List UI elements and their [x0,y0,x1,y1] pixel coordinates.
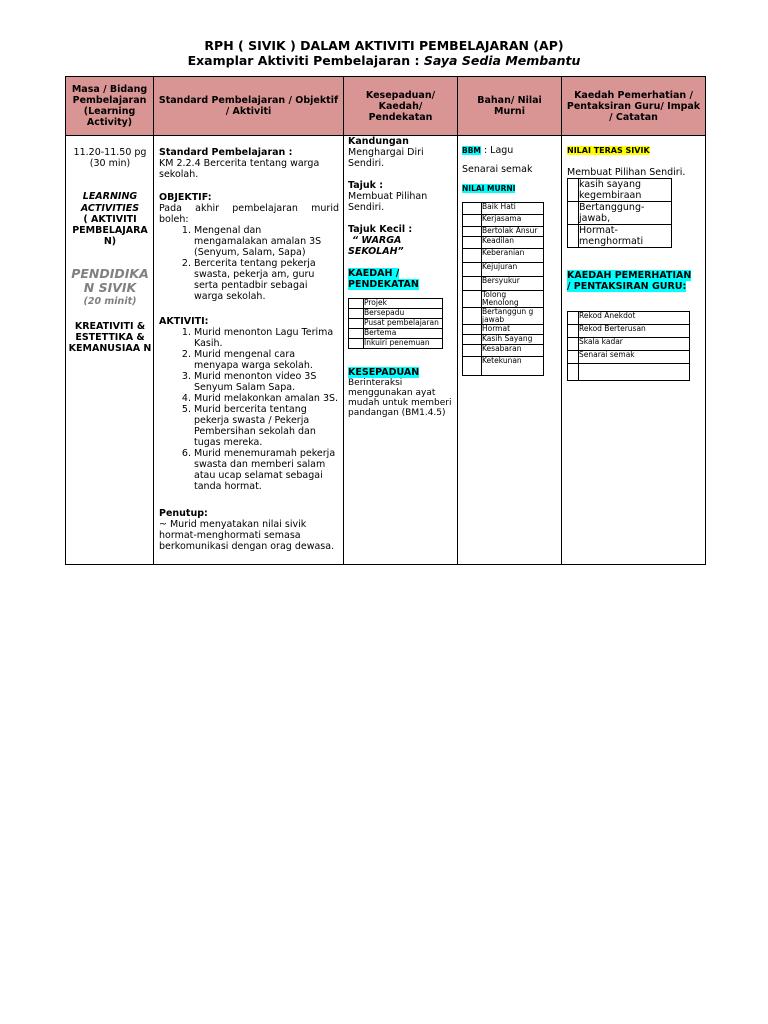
nilai-row [463,263,544,277]
kaedah-pemerhatian-label [567,270,697,292]
nilai-checkbox[interactable] [463,291,482,308]
pemerhatian-checkbox[interactable] [568,338,579,351]
kaedah-item: Pusat pembelajaran [364,319,443,329]
kaedah-row [349,339,443,349]
aktiviti-item: 2. Murid mengenal cara menyapa warga sekolah. [194,349,339,371]
kaedah-row [349,319,443,329]
aktiviti-item: 1. Murid menonton Lagu Terima Kasih. [194,327,339,349]
nilai-murni-checklist [462,202,544,376]
pemerhatian-checkbox[interactable] [568,312,579,325]
pemerhatian-row [568,325,690,338]
teras-item: Hormat-menghormati [579,225,672,248]
nilai-row [463,335,544,345]
penutup-text: ~ Murid menyatakan nilai sivik hormat-menghormati semasa berkomunikasi dengan orag dewasa. [159,519,335,552]
kaedah-checkbox[interactable] [349,319,364,329]
kaedah-checkbox[interactable] [349,339,364,349]
nilai-item: Ketekunan [482,357,544,376]
objektif-item: 1. Mengenal dan mengamalakan amalan 3S (Senyum, Salam, Sapa) [194,225,336,258]
cell-bahan [458,136,562,565]
objektif-intro: Pada akhir pembelajaran murid boleh: [159,203,339,225]
nilai-item: Keberanian [482,249,544,263]
nilai-item: Kasih Sayang [482,335,544,345]
aktiviti-pembelajaran: ( AKTIVITI PEMBELAJARA N) [72,214,148,247]
aktiviti-item: 4. Murid melakonkan amalan 3S. [194,393,339,404]
nilai-checkbox[interactable] [463,215,482,227]
nilai-row [463,249,544,263]
kesepaduan-text: Berinteraksi menggunakan ayat mudah untuk memberi pandangan (BM1.4.5) [348,378,452,418]
nilai-row [463,357,544,376]
nilai-item: Kesabaran [482,345,544,357]
cell-kaedah [562,136,706,565]
pemerhatian-row [568,351,690,364]
aktiviti-label: AKTIVITI: [159,316,209,327]
nilai-checkbox[interactable] [463,227,482,237]
teras-row [568,202,672,225]
nilai-item: Kerjasama [482,215,544,227]
nilai-row [463,203,544,215]
header-kaedah: Kaedah Pemerhatian / Pentaksiran Guru/ Impak / Catatan [562,77,706,136]
tajuk-text: Membuat Pilihan Sendiri. [348,191,428,213]
sp-label: Standard Pembelajaran : [159,147,293,158]
nilai-row [463,277,544,291]
nilai-item: Tolong Menolong [482,291,544,308]
teras-checkbox[interactable] [568,179,579,202]
lesson-plan-table [65,76,706,565]
nilai-row [463,345,544,357]
nilai-item: Bertolak Ansur [482,227,544,237]
nilai-checkbox[interactable] [463,237,482,249]
nilai-item: Bertanggun g jawab [482,308,544,325]
pemerhatian-row [568,312,690,325]
aktiviti-item: 3. Murid menonton video 3S Senyum Salam Sapa. [194,371,339,393]
nilai-item: Kejujuran [482,263,544,277]
kaedah-row [349,299,443,309]
nilai-item: Baik Hati [482,203,544,215]
nilai-checkbox[interactable] [463,335,482,345]
bbm-text: : Lagu [483,145,514,156]
nilai-item: Bersyukur [482,277,544,291]
nilai-checkbox[interactable] [463,203,482,215]
kandungan-text: Menghargai Diri Sendiri. [348,147,424,169]
nilai-teras-label [567,145,650,156]
pemerhatian-row [568,338,690,351]
pemerhatian-item: Rekod Anekdot [579,312,690,325]
pemerhatian-item [579,364,690,381]
learning-activities-1: LEARNING [82,191,138,202]
aktiviti-list [159,327,339,492]
teras-item: kasih sayang kegembiraan [579,179,672,202]
nilai-item: Keadilan [482,237,544,249]
kaedah-label [348,268,438,290]
header-standard: Standard Pembelajaran / Objektif / Aktiviti [154,77,344,136]
nilai-item: Hormat [482,325,544,335]
nilai-checkbox[interactable] [463,325,482,335]
title-line-1: RPH ( SIVIK ) DALAM AKTIVITI PEMBELAJARAN (AP) [204,38,564,53]
title-line-2-prefix: Examplar Aktiviti Pembelajaran : [187,53,424,68]
kaedah-checklist [348,298,443,349]
nilai-checkbox[interactable] [463,263,482,277]
pemerhatian-item: Skala kadar [579,338,690,351]
tajuk-kecil-label: Tajuk Kecil : [348,224,413,235]
aktiviti-item: 5. Murid bercerita tentang pekerja swasta / Pekerja Pembersihan sekolah dan tugas mereka. [194,404,339,448]
nilai-row [463,215,544,227]
tajuk-label: Tajuk : [348,180,384,191]
nilai-row [463,308,544,325]
objektif-item: 2. Bercerita tentang pekerja swasta, pekerja am, guru serta pentadbir sebagai warga sekolah. [194,258,336,302]
bbm-line [462,145,513,156]
kreativiti-text: KREATIVITI & ESTETTIKA & KEMANUSIAA N [68,321,152,354]
kaedah-item: Projek [364,299,443,309]
duration-minit: (20 minit) [83,296,137,307]
pemerhatian-checkbox[interactable] [568,364,579,381]
teras-row [568,225,672,248]
aktiviti-item: 6. Murid menemuramah pekerja swasta dan memberi salam atau ucap selamat sebagai tanda hormat. [194,448,339,492]
kesepaduan-label-text: KESEPADUAN [348,367,420,378]
nilai-teras-checklist [567,178,672,248]
kaedah-checkbox[interactable] [349,299,364,309]
pemerhatian-row [568,364,690,381]
kesepaduan-label [348,367,419,378]
objektif-label: OBJEKTIF: [159,192,212,203]
kaedah-pemerhatian-checklist [567,311,690,381]
kaedah-checkbox[interactable] [349,309,364,319]
nilai-row [463,291,544,308]
teras-row [568,179,672,202]
nilai-checkbox[interactable] [463,249,482,263]
table-header-row [66,77,706,136]
teras-checkbox[interactable] [568,202,579,225]
nilai-row [463,325,544,335]
sp-text: KM 2.2.4 Bercerita tentang warga sekolah. [159,158,320,180]
kaedah-row [349,329,443,339]
tajuk-kecil-text: “ WARGA SEKOLAH” [348,235,404,257]
nilai-murni-label-text: NILAI MURNI [462,184,516,193]
duration-text: (30 min) [89,158,131,169]
pemerhatian-checkbox[interactable] [568,351,579,364]
title-line-2 [0,53,768,68]
time-text: 11.20-11.50 pg [73,147,147,158]
kaedah-label-text: KAEDAH / PENDEKATAN [348,268,419,290]
pemerhatian-item: Senarai semak [579,351,690,364]
nilai-checkbox[interactable] [463,345,482,357]
kaedah-row [349,309,443,319]
penutup-label: Penutup: [159,508,208,519]
pemerhatian-checkbox[interactable] [568,325,579,338]
kaedah-item: Inkuiri penemuan [364,339,443,349]
cell-masa [66,136,154,565]
kaedah-checkbox[interactable] [349,329,364,339]
kaedah-item: Bersepadu [364,309,443,319]
nilai-checkbox[interactable] [463,357,482,376]
pendidikan-sivik: PENDIDIKA N SIVIK [71,266,149,295]
document-title [0,38,768,68]
nilai-checkbox[interactable] [463,308,482,325]
nilai-row [463,237,544,249]
senarai-semak-text: Senarai semak [462,164,533,175]
pemerhatian-item: Rekod Berterusan [579,325,690,338]
header-masa: Masa / Bidang Pembelajaran (Learning Activity) [66,77,154,136]
bbm-label: BBM [462,146,481,155]
cell-kesepaduan [344,136,458,565]
table-body-row [66,136,706,565]
kandungan-label: Kandungan [348,136,409,147]
nilai-teras-label-text: NILAI TERAS SIVIK [567,146,650,155]
teras-item: Bertanggung-jawab, [579,202,672,225]
learning-activities-2: ACTIVITIES [80,203,140,214]
nilai-checkbox[interactable] [463,277,482,291]
kaedah-pemerhatian-label-text: KAEDAH PEMERHATIAN / PENTAKSIRAN GURU: [567,270,692,292]
nilai-teras-text: Membuat Pilihan Sendiri. [567,167,686,178]
teras-checkbox[interactable] [568,225,579,248]
kaedah-item: Bertema [364,329,443,339]
title-line-2-italic: Saya Sedia Membantu [423,53,581,68]
cell-standard [154,136,344,565]
header-bahan: Bahan/ Nilai Murni [458,77,562,136]
nilai-murni-label [462,183,515,194]
nilai-row [463,227,544,237]
objektif-list [159,225,336,302]
header-kesepaduan: Kesepaduan/ Kaedah/ Pendekatan [344,77,458,136]
